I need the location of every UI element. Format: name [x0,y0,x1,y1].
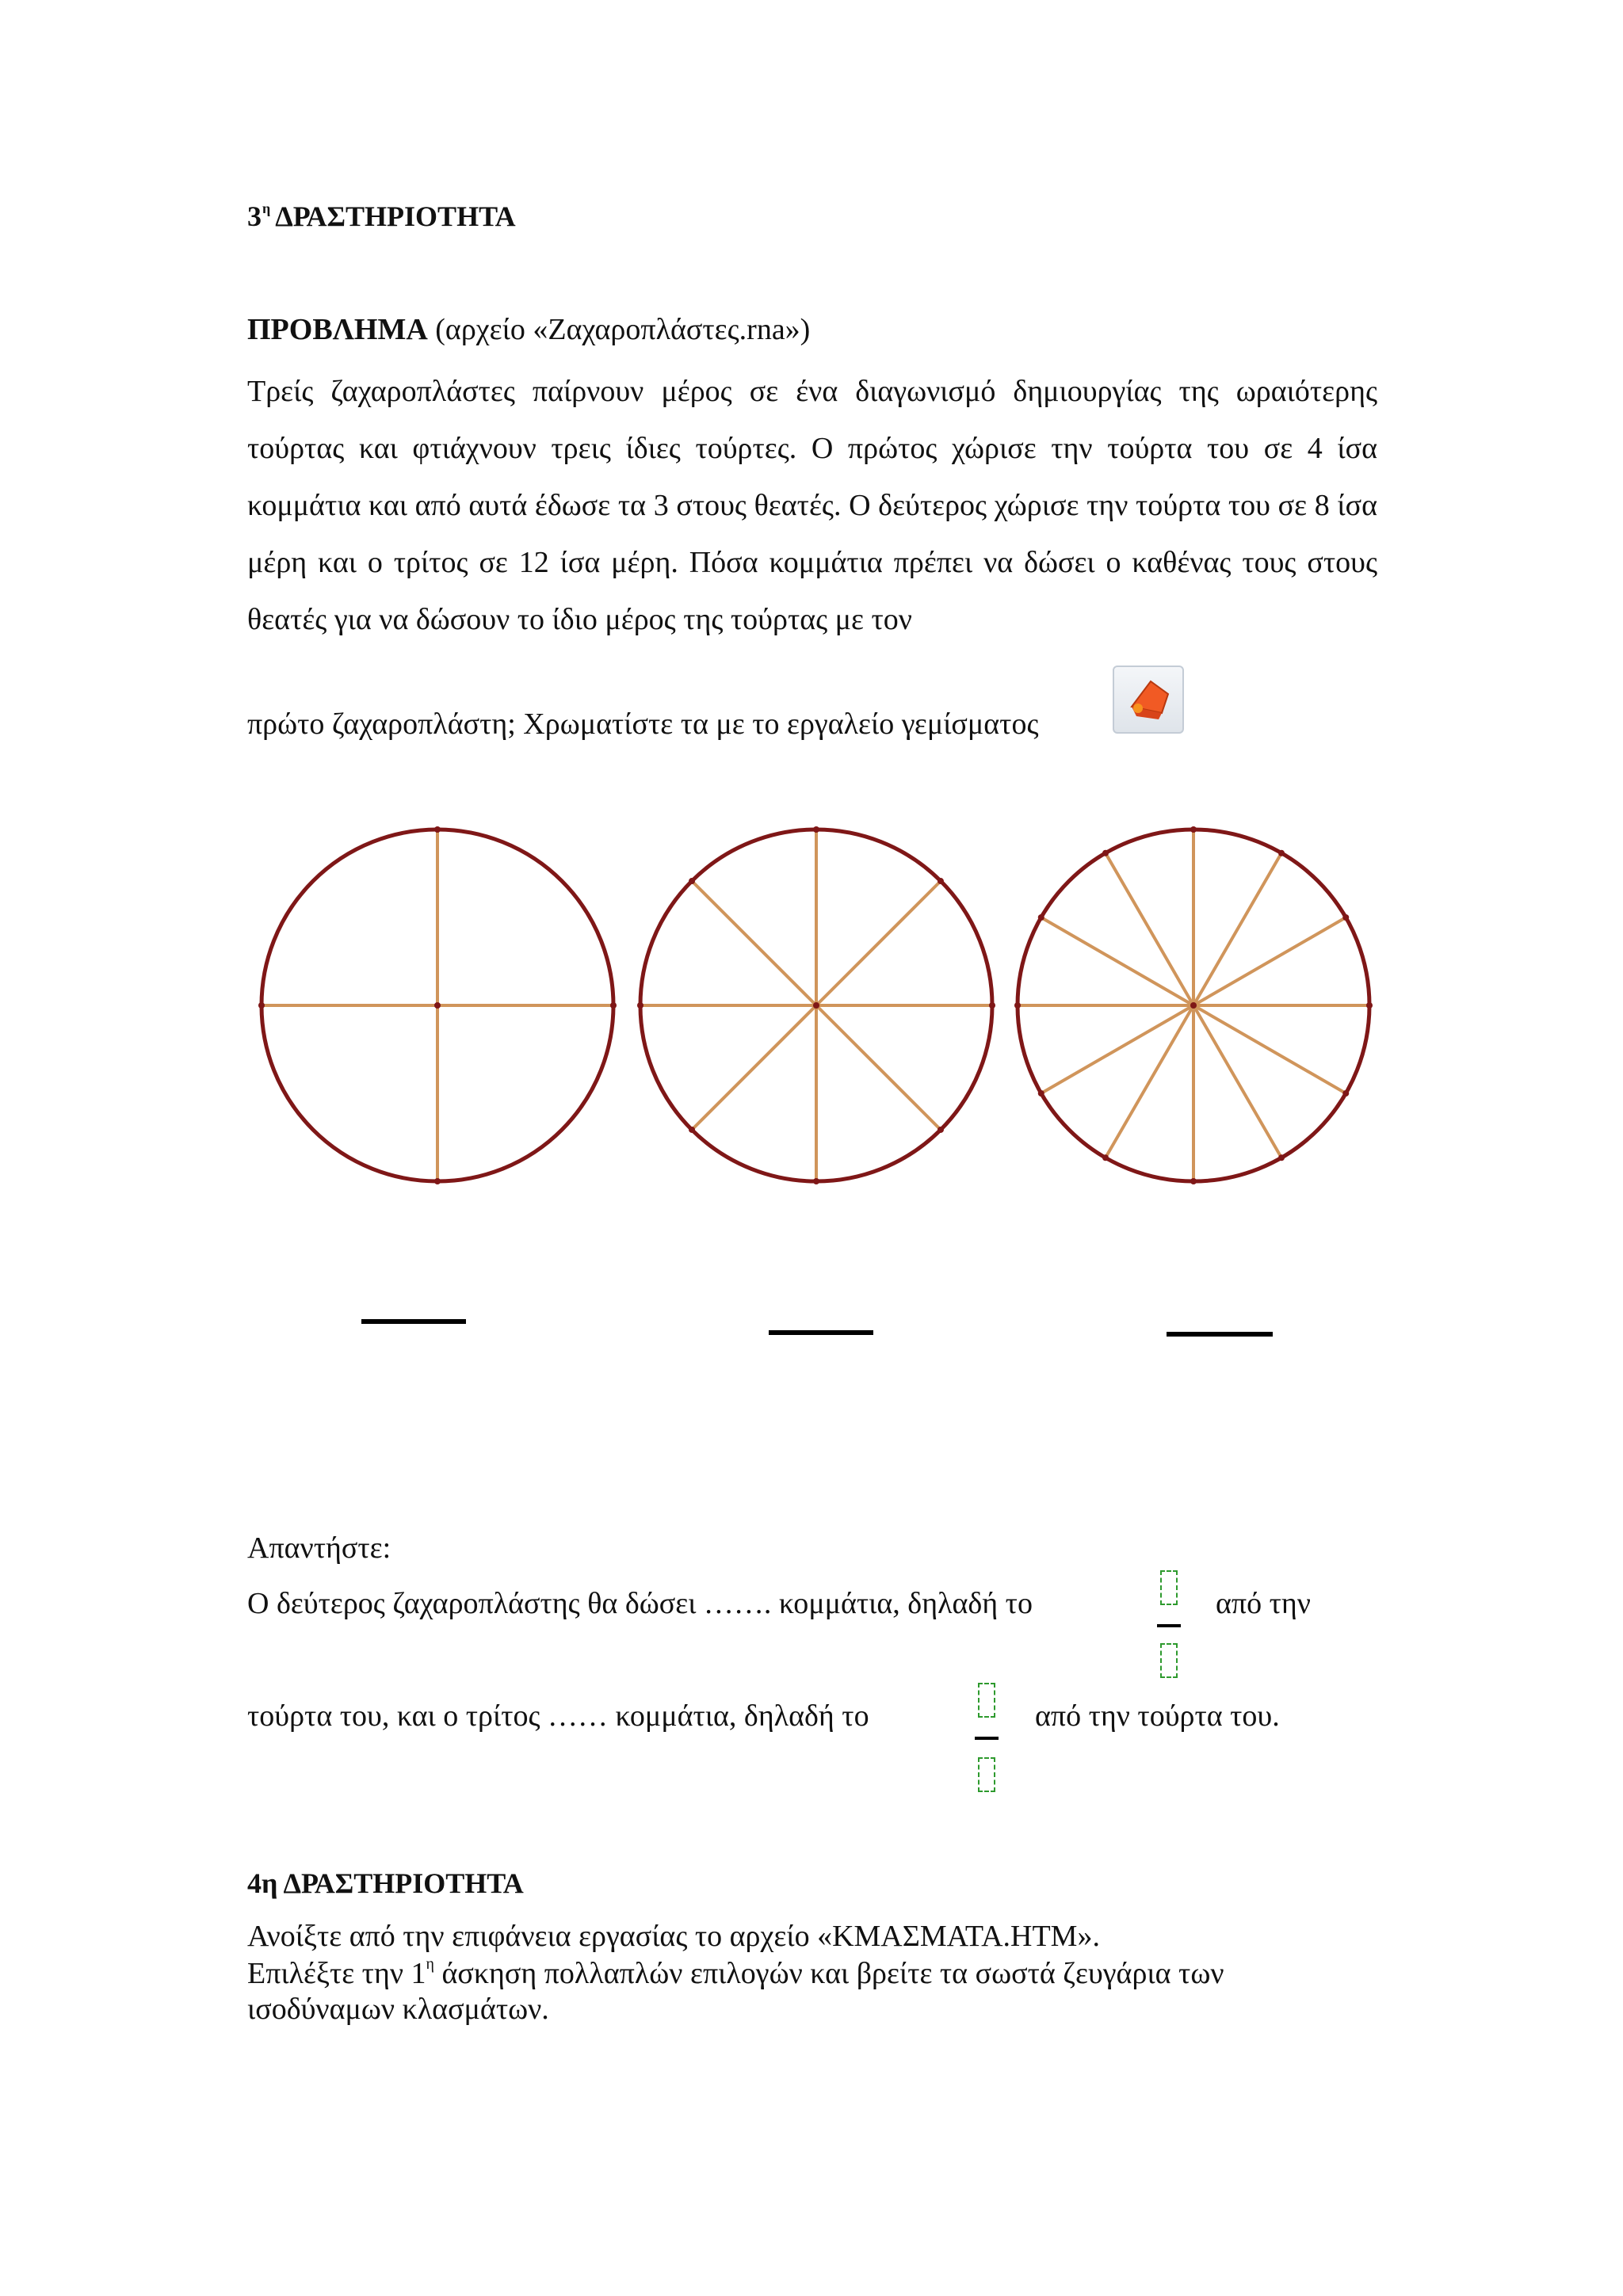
activity3-heading-number: 3 [247,200,262,232]
pie-2-center-point [813,1002,819,1009]
activity4-line-2-end: άσκηση πολλαπλών επιλογών και βρείτε τα σωστά ζευγάρια των [433,1957,1224,1990]
pie-3-spoke [1106,853,1193,1005]
instruction-line: πρώτο ζαχαροπλάστη; Χρωματίστε τα με το εργαλείο γεμίσματος [247,707,1039,741]
answer-blank-3[interactable] [1167,1332,1273,1337]
answer-line-2-end: από την τούρτα του. [1035,1699,1280,1733]
activity3-heading-text: ΔΡΑΣΤΗΡΙΟΤΗΤΑ [275,200,516,232]
pie-3-spoke [1041,917,1193,1005]
pie-1[interactable] [258,826,617,1184]
pie-2-spoke [692,881,816,1005]
fraction-bar-1 [1157,1624,1181,1627]
answer-blank-2[interactable] [769,1330,873,1335]
pie-3-spoke [1193,917,1346,1005]
fraction-numerator-box-1[interactable] [1160,1570,1178,1605]
activity4-line-1: Ανοίξτε από την επιφάνεια εργασίας το αρχείο «ΚΜΑΣΜΑΤΑ.HTM». [247,1920,1100,1953]
pie-2-spoke [692,1005,816,1130]
pie-3-spoke [1193,1005,1346,1093]
pie-3-center-point [1190,1002,1197,1009]
pie-3[interactable] [1014,826,1373,1184]
answer-line-1-text: Ο δεύτερος ζαχαροπλάστης θα δώσει ……. κομμάτια, δηλαδή το [247,1587,1033,1620]
activity4-heading: 4η ΔΡΑΣΤΗΡΙΟΤΗΤΑ [247,1867,524,1899]
activity4-line-2-sup: η [426,1955,434,1973]
problem-file-reference: (αρχείο «Ζαχαροπλάστες.rna») [427,313,811,346]
pie-3-spoke [1106,1005,1193,1158]
answer-blank-1[interactable] [361,1319,466,1324]
activity4-line-2-start: Επιλέξτε την 1 [247,1957,426,1990]
pie-2[interactable] [637,826,995,1184]
pie-2-spoke [816,1005,941,1130]
problem-label: ΠΡΟΒΛΗΜΑ [247,313,428,346]
pie-3-spoke [1193,1005,1281,1158]
activity3-heading-sup: η [262,200,271,216]
pie-1-center-point [434,1002,441,1009]
activity4-line-2 [247,1955,1224,1991]
answer-label: Απαντήστε: [247,1531,391,1565]
answer-line-2-text: τούρτα του, και ο τρίτος …… κομμάτια, δηλαδή το [247,1699,869,1733]
answer-line-1-end: από την [1216,1587,1311,1620]
pie-2-spoke [816,881,941,1005]
problem-paragraph: Τρείς ζαχαροπλάστες παίρνουν μέρος σε ένα διαγωνισμό δημιουργίας της ωραιότερης τούρτας και φτιάχνουν τρεις ίδιες τούρτες. Ο πρώτος χώρισε την τούρτα του σε 4 ίσα κομμάτια και από αυτά έδωσε τα 3 στους θεατές. Ο δεύτερος χώρισε την τούρτα του σε 8 ίσα μέρη και ο τρίτος σε 12 ίσα μέρη. Πόσα κομμάτια πρέπει να δώσει ο καθένας τους στους θεατές για να δώσουν το ίδιο μέρος της τούρτας με τον [247,375,1377,636]
fraction-denominator-box-2[interactable] [978,1757,995,1792]
pie-3-spoke [1041,1005,1193,1093]
fraction-denominator-box-1[interactable] [1160,1643,1178,1678]
pie-3-spoke [1193,853,1281,1005]
fraction-bar-2 [975,1737,999,1740]
activity4-line-3: ισοδύναμων κλασμάτων. [247,1993,549,2026]
fraction-numerator-box-2[interactable] [978,1683,995,1718]
